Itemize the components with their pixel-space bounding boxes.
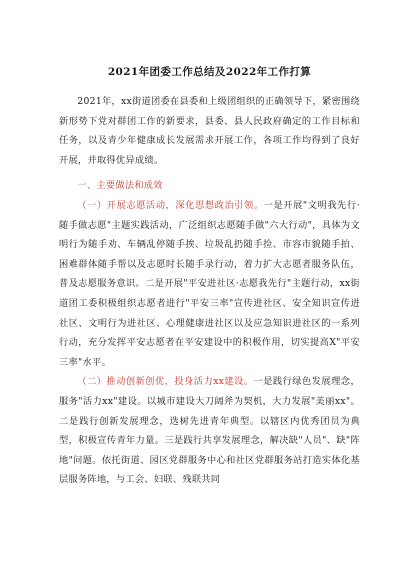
document-title: 2021年团委工作总结及2022年工作打算 [107, 66, 312, 78]
paragraph-1 [59, 196, 360, 372]
paragraph-1-body: 一是开展"文明我先行·随手做志愿"主题实践活动，广泛组织志愿随手做"六大行动"，具体为文明行为随手劝、车辆乱停随手挨、垃圾乱扔随手捡、市容市貌随手拍、困难群体随手帮以及志愿时长随手录行动，着力扩大志愿者服务队伍，普及志愿服务意识。二是开展"平安进社区·志愿我先行"主题行动，xx街道团工委积极组织志愿者进行"平安三率"宣传进社区、安全知识宣传进社区、文明行为进社区、心理健康进社区以及应急知识进社区的一系列行动，充分发挥平安志愿者在平安建设中的积极作用，切实提高X"平安三率"水平。 [59, 199, 360, 368]
paragraph-2-body: 一是践行绿色发展理念，服务"活力xx"建设。以城市建设大刀阔斧为契机，大力发展"美丽xx"。二是践行创新发展理念，选树先进青年典型。以辖区内优秀团员为典型，积极宣传青年力量。三是践行共享发展理念，解决缺"人员"、缺"阵地"问题。依托街道、园区党群服务中心和社区党群服务站打造实体化基层服务阵地，与工会、妇联、残联共同 [59, 376, 360, 486]
paragraph-1-heading: （一）开展志愿活动，深化思想政治引领。 [77, 199, 264, 211]
intro-paragraph: 2021年，xx街道团委在县委和上级团组织的正确领导下，紧密围绕新形势下党对群团工作的新要求，县委、县人民政府确定的工作目标和任务，以及青少年健康成长发展需求开展工作，各项工作均得到了良好开展，并取得优异成绩。 [59, 96, 360, 166]
paragraph-2-heading: （二）推动创新创优，投身活力xx建设。 [77, 376, 254, 388]
paragraph-2 [59, 372, 360, 490]
section-heading: 一、主要做法和成效 [77, 180, 163, 192]
